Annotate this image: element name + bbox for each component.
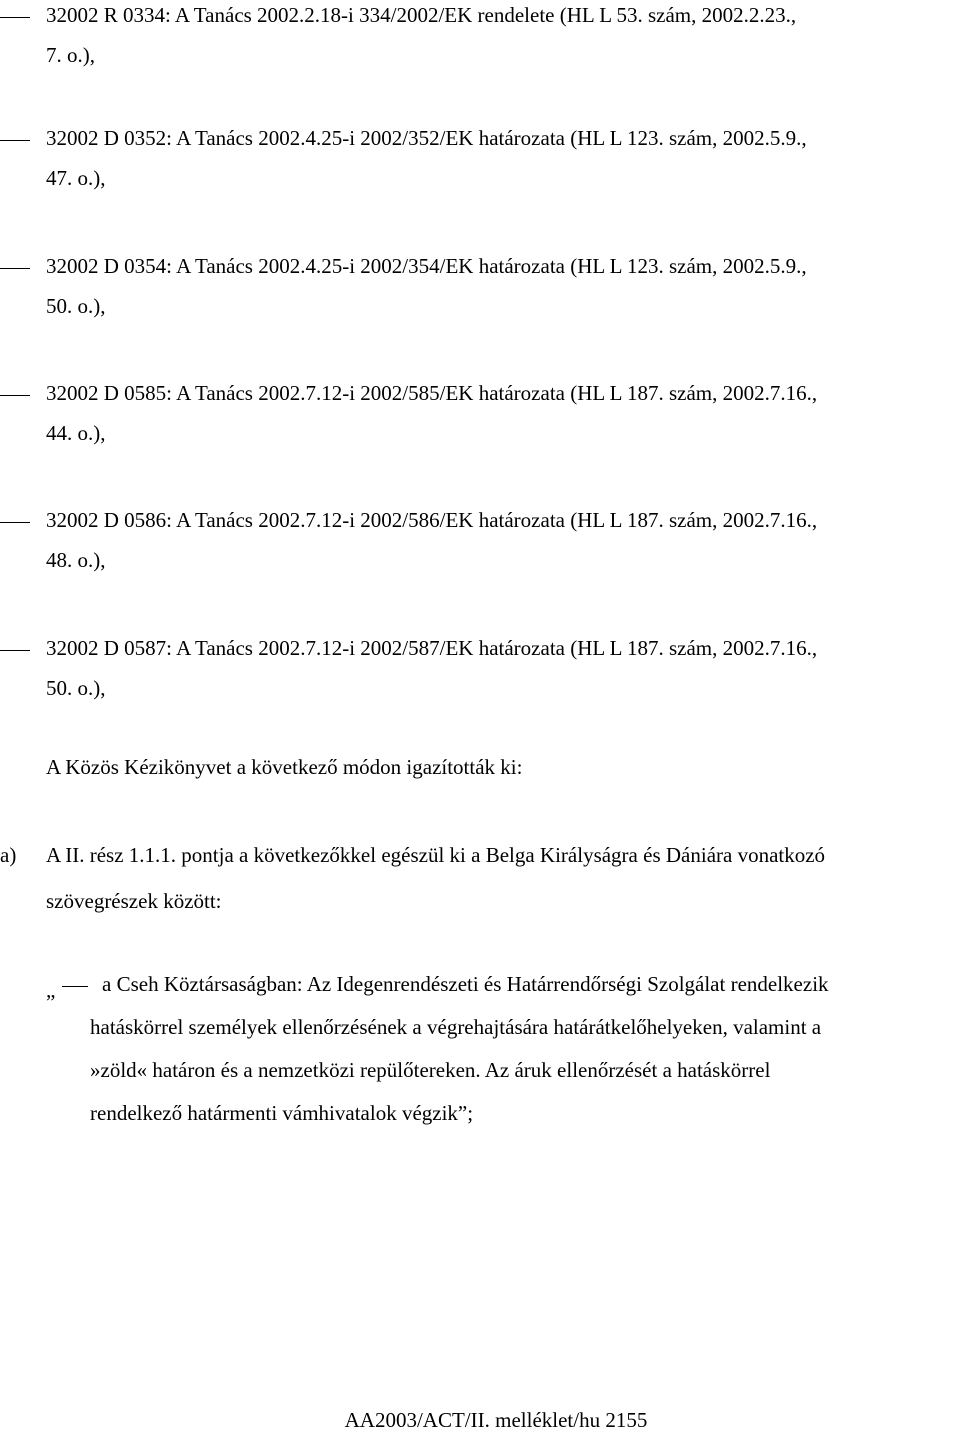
entry-line-2: 7. o.),: [46, 43, 95, 67]
dash-bullet: [0, 140, 30, 141]
quote-line-1: a Cseh Köztársaságban: Az Idegenrendészeti és Határrendőrségi Szolgálat rendelkezik: [102, 972, 829, 996]
section-heading: A Közös Kézikönyvet a következő módon igazították ki:: [46, 755, 523, 779]
opening-quote-mark: „: [46, 978, 56, 1002]
entry-line-2: 48. o.),: [46, 548, 106, 572]
quote-line-2: hatáskörrel személyek ellenőrzésének a végrehajtására határátkelőhelyeken, valamint a: [90, 1015, 822, 1039]
page-footer: AA2003/ACT/II. melléklet/hu 2155: [344, 1408, 648, 1432]
quote-line-3: »zöld« határon és a nemzetközi repülőtereken. Az áruk ellenőrzését a hatáskörrel: [90, 1058, 771, 1082]
dash-bullet: [0, 17, 30, 18]
paragraph-line-2: szövegrészek között:: [46, 889, 222, 913]
entry-line-2: 44. o.),: [46, 421, 106, 445]
dash-bullet: [0, 650, 30, 651]
entry-line-1: 32002 D 0354: A Tanács 2002.4.25-i 2002/354/EK határozata (HL L 123. szám, 2002.5.9.,: [46, 254, 807, 278]
entry-line-2: 47. o.),: [46, 166, 106, 190]
paragraph-marker: a): [0, 843, 17, 867]
dash-bullet: [0, 395, 30, 396]
dash-bullet: [62, 986, 88, 987]
entry-line-1: 32002 D 0587: A Tanács 2002.7.12-i 2002/587/EK határozata (HL L 187. szám, 2002.7.16.,: [46, 636, 818, 660]
entry-line-1: 32002 D 0352: A Tanács 2002.4.25-i 2002/352/EK határozata (HL L 123. szám, 2002.5.9.,: [46, 126, 807, 150]
dash-bullet: [0, 522, 30, 523]
entry-line-2: 50. o.),: [46, 294, 106, 318]
entry-line-1: 32002 D 0586: A Tanács 2002.7.12-i 2002/586/EK határozata (HL L 187. szám, 2002.7.16.,: [46, 508, 818, 532]
quote-line-4: rendelkező határmenti vámhivatalok végzik”;: [90, 1101, 474, 1125]
entry-line-1: 32002 D 0585: A Tanács 2002.7.12-i 2002/585/EK határozata (HL L 187. szám, 2002.7.16.,: [46, 381, 818, 405]
entry-line-2: 50. o.),: [46, 676, 106, 700]
entry-line-1: 32002 R 0334: A Tanács 2002.2.18-i 334/2002/EK rendelete (HL L 53. szám, 2002.2.23.,: [46, 3, 797, 27]
paragraph-line-1: A II. rész 1.1.1. pontja a következőkkel egészül ki a Belga Királyságra és Dániára vonatkozó: [46, 843, 826, 867]
dash-bullet: [0, 268, 30, 269]
